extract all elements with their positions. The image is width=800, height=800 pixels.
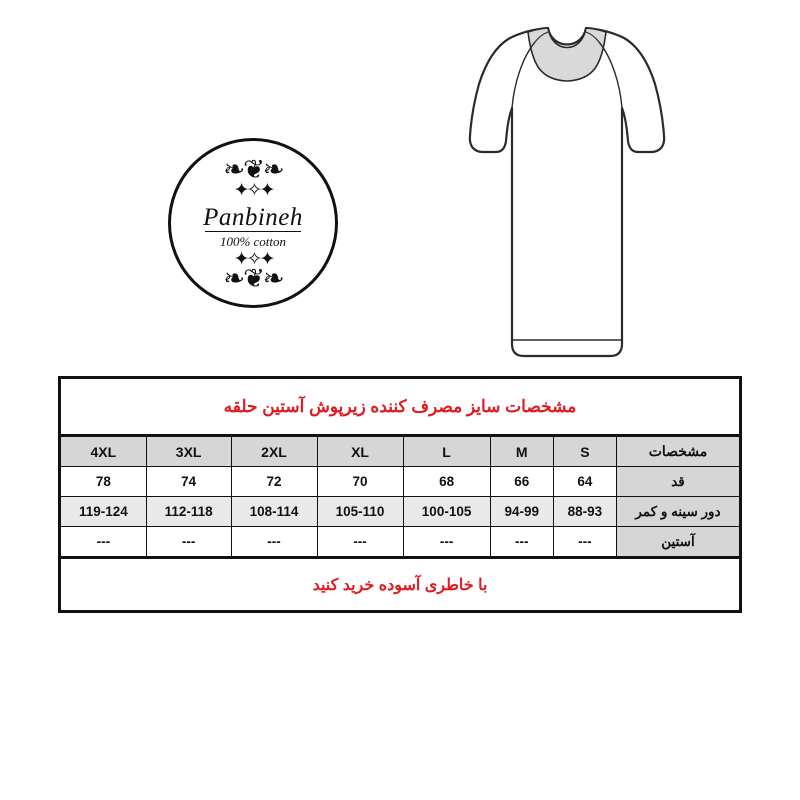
size-chart-footer: با خاطری آسوده خرید کنید: [61, 556, 739, 610]
column-header: 2XL: [231, 437, 317, 467]
ornament-bottom-icon: ❧❦❧: [223, 264, 283, 294]
size-chart: [58, 376, 742, 613]
table-cell: 70: [317, 467, 403, 497]
ornament-top-icon: ❧❦❧: [223, 155, 283, 185]
table-cell: 119-124: [61, 497, 146, 527]
table-row: [61, 527, 739, 557]
table-cell: ---: [490, 527, 553, 557]
table-header-row: [61, 437, 739, 467]
column-header: 4XL: [61, 437, 146, 467]
ornament-bottom-secondary-icon: ✦✧✦: [233, 248, 273, 270]
table-cell: 88-93: [553, 497, 616, 527]
table-cell: 108-114: [231, 497, 317, 527]
size-chart-table: [61, 437, 739, 556]
brand-logo: [168, 138, 338, 308]
table-cell: ---: [403, 527, 490, 557]
column-header: L: [403, 437, 490, 467]
table-cell: 78: [61, 467, 146, 497]
size-chart-title: مشخصات سایز مصرف کننده زیرپوش آستین حلقه: [61, 379, 739, 437]
table-cell: 105-110: [317, 497, 403, 527]
tank-top-illustration-icon: [452, 24, 682, 364]
table-cell: 64: [553, 467, 616, 497]
logo-brand-text: Panbineh: [203, 204, 303, 231]
row-label: قد: [617, 467, 740, 497]
table-cell: ---: [146, 527, 231, 557]
logo-subtitle-text: 100% cotton: [219, 234, 287, 249]
table-cell: 72: [231, 467, 317, 497]
column-header: XL: [317, 437, 403, 467]
table-row: [61, 467, 739, 497]
table-body: [61, 467, 739, 557]
column-header: 3XL: [146, 437, 231, 467]
ornament-top-secondary-icon: ✦✧✦: [233, 179, 273, 201]
table-cell: 74: [146, 467, 231, 497]
table-cell: 66: [490, 467, 553, 497]
table-header: [61, 437, 739, 467]
logo-circle: [168, 138, 338, 308]
row-label: دور سینه و کمر: [617, 497, 740, 527]
table-cell: ---: [317, 527, 403, 557]
table-row: [61, 497, 739, 527]
table-cell: ---: [61, 527, 146, 557]
column-header: M: [490, 437, 553, 467]
table-cell: 100-105: [403, 497, 490, 527]
table-cell: 112-118: [146, 497, 231, 527]
table-corner-label: مشخصات: [617, 437, 740, 467]
table-cell: ---: [231, 527, 317, 557]
table-cell: ---: [553, 527, 616, 557]
row-label: آستین: [617, 527, 740, 557]
column-header: S: [553, 437, 616, 467]
table-cell: 68: [403, 467, 490, 497]
table-cell: 94-99: [490, 497, 553, 527]
logo-divider: [205, 231, 301, 232]
